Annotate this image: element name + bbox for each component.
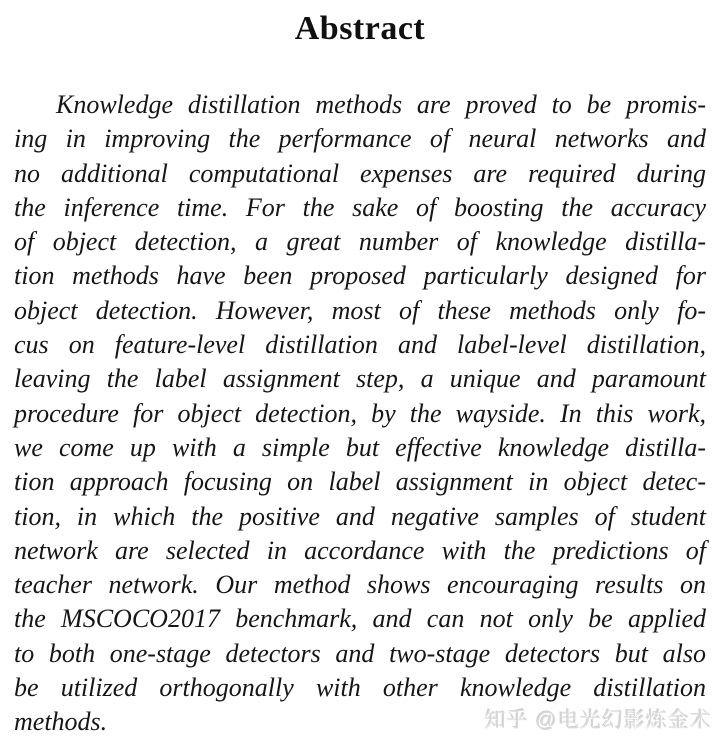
text-line: tion methods have been proposed particularly designed for: [14, 261, 706, 291]
text-line: be utilized orthogonally with other knowledge distillation: [14, 673, 706, 703]
text-line: methods.: [14, 707, 108, 737]
text-line: ing in improving the performance of neural networks and: [14, 124, 706, 154]
text-line: no additional computational expenses are required during: [14, 158, 706, 188]
text-line: teacher network. Our method shows encouraging results on: [14, 570, 706, 600]
text-line: of object detection, a great number of knowledge distilla-: [14, 227, 706, 257]
text-line: to both one-stage detectors and two-stage detectors but also: [14, 638, 706, 668]
text-line: leaving the label assignment step, a unique and paramount: [14, 364, 706, 394]
text-line: procedure for object detection, by the wayside. In this work,: [14, 398, 706, 428]
abstract-title: Abstract: [294, 10, 426, 47]
text-line: cus on feature-level distillation and label-level distillation,: [14, 330, 706, 360]
text-line: Knowledge distillation methods are proved to be promis-: [56, 90, 706, 119]
abstract-body: [14, 88, 706, 740]
text-line: tion, in which the positive and negative samples of student: [14, 501, 706, 531]
text-line: we come up with a simple but effective knowledge distilla-: [14, 432, 706, 462]
text-line: the MSCOCO2017 benchmark, and can not only be applied: [14, 604, 706, 634]
text-line: tion approach focusing on label assignment in object detec-: [14, 467, 706, 497]
text-line: network are selected in accordance with the predictions of: [14, 535, 706, 565]
text-line: the inference time. For the sake of boosting the accuracy: [14, 192, 706, 222]
zhihu-watermark: 知乎 @电光幻影炼金术: [484, 709, 712, 732]
text-line: object detection. However, most of these methods only fo-: [14, 295, 706, 325]
